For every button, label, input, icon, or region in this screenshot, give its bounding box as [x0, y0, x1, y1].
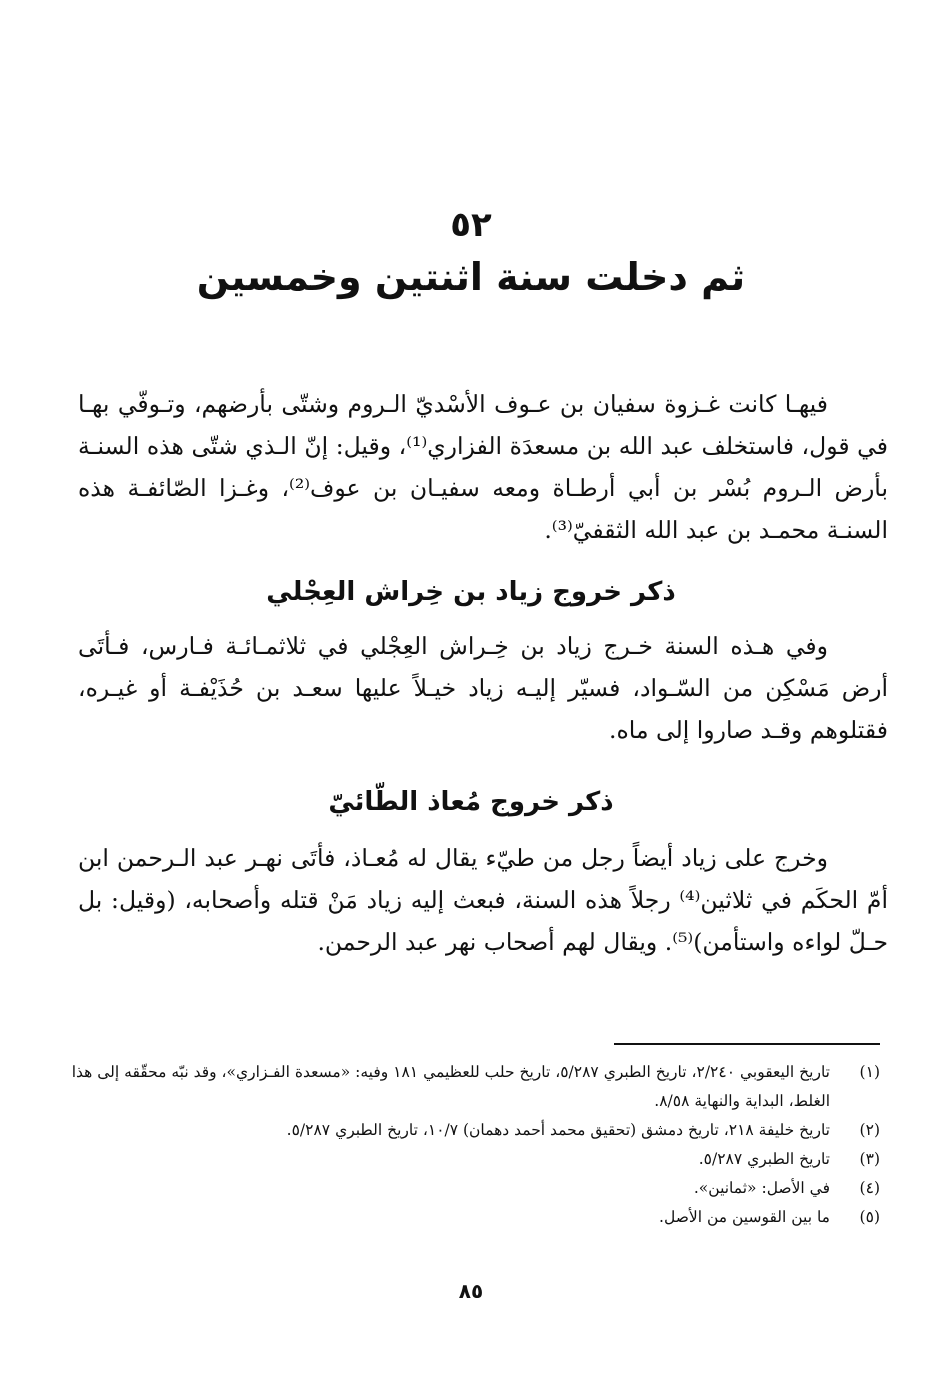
footnote [60, 1058, 880, 1116]
paragraph-intro [78, 383, 888, 551]
footnote [60, 1174, 880, 1203]
footnote-number: (٣) [859, 1150, 880, 1168]
footnote-text: تاريخ خليفة ٢١٨، تاريخ دمشق (تحقيق محمد أحمد دهمان) ١٠/٧، تاريخ الطبري ٥/٢٨٧. [286, 1121, 830, 1139]
footnote-number: (٢) [859, 1121, 880, 1139]
footnote [60, 1145, 880, 1174]
footnote-text: تاريخ الطبري ٥/٢٨٧. [698, 1150, 830, 1168]
footnote-number: (١) [859, 1063, 880, 1081]
chapter-title: ثم دخلت سنة اثنتين وخمسين [196, 255, 746, 299]
paragraph-ziyad-text: وفي هـذه السنة خـرج زياد بن خِـراش العِجْلي في ثلاثمـائـة فـارس، فـأتَى أرض مَسْكِن من السّـواد، فسيّر إليـه زياد خيـلاً عليها سعـد بن حُذَيْفـة أو غيـره، فقتلوهم وقـد صاروا إلى ماه. [78, 632, 888, 744]
paragraph-ziyad [78, 625, 888, 751]
footnote-text: ما بين القوسين من الأصل. [659, 1208, 830, 1226]
footnote-divider [614, 1043, 880, 1045]
section-heading-ziyad: ذكر خروج زياد بن خِراش العِجْلي [266, 577, 676, 607]
footnote-text: في الأصل: «ثمانين». [693, 1179, 830, 1197]
section-heading-muadh: ذكر خروج مُعاذ الطّائيّ [328, 787, 614, 817]
footnote [60, 1116, 880, 1145]
footnotes [60, 1058, 880, 1232]
paragraph-muadh [78, 837, 888, 963]
page-number: ٨٥ [458, 1279, 484, 1303]
footnote-number: (٥) [859, 1208, 880, 1226]
chapter-number: ٥٢ [450, 205, 492, 245]
footnote-number: (٤) [859, 1179, 880, 1197]
footnote-text: تاريخ اليعقوبي ٢/٢٤٠، تاريخ الطبري ٥/٢٨٧، تاريخ حلب للعظيمي ١٨١ وفيه: «مسعدة الفـزاري»، وقد نبّه محقّقه إلى هذا الغلط، البداية والنهاية ٨/٥٨. [71, 1063, 830, 1110]
paragraph-muadh-text: وخرج على زياد أيضاً رجل من طيّء يقال له مُعـاذ، فأتَى نهـر عبد الـرحمن ابن أمّ الحكَم في ثلاثين⁽⁴⁾ رجلاً هذه السنة، فبعث إليه زياد مَنْ قتله وأصحابه، (وقيل: بل حـلّ لواءه واستأمن)⁽⁵⁾. ويقال لهم أصحاب نهر عبد الرحمن. [78, 844, 888, 956]
paragraph-intro-text: فيهـا كانت غـزوة سفيان بن عـوف الأسْديّ الـروم وشتّى بأرضهم، وتـوفّي بهـا في قول، فاستخلف عبد الله بن مسعدَة الفزاري⁽¹⁾، وقيل: إنّ الـذي شتّى هذه السنـة بأرض الـروم بُسْر بن أبي أرطـاة ومعه سفيـان بن عوف⁽²⁾، وغـزا الصّائفـة هذه السنـة محمـد بن عبد الله الثقفيّ⁽³⁾. [78, 390, 888, 544]
footnote [60, 1203, 880, 1232]
